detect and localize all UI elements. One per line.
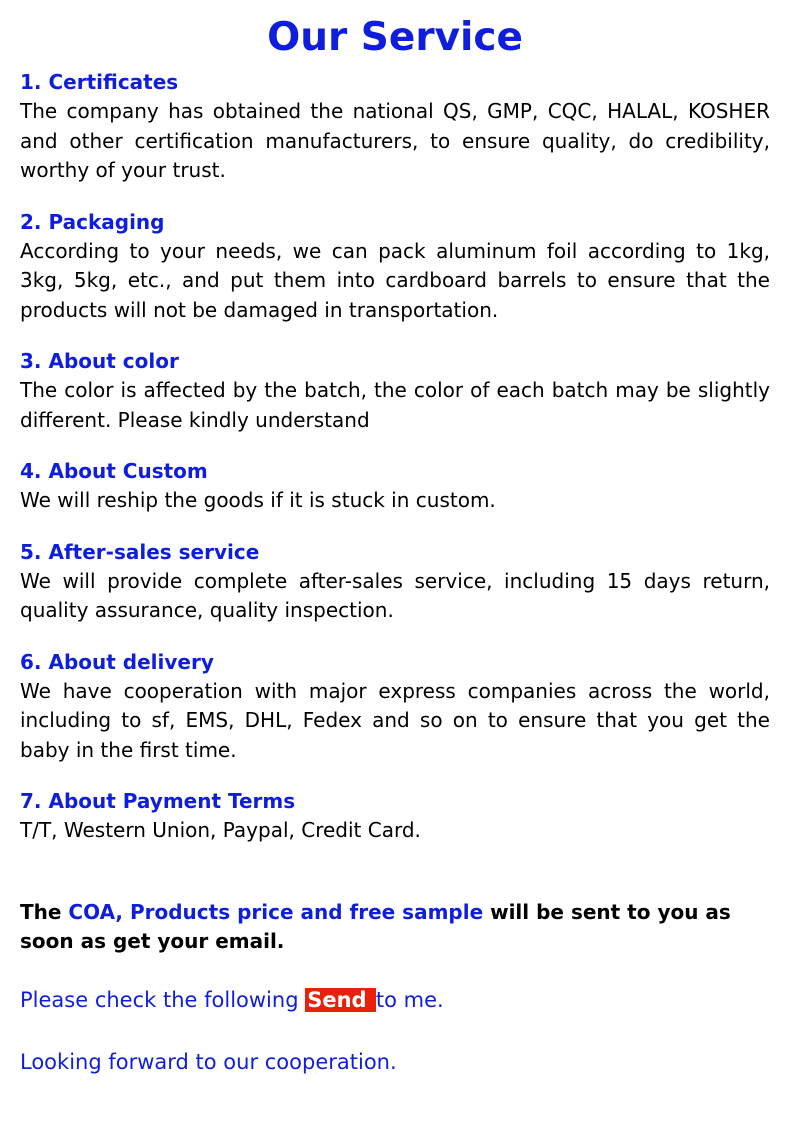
section-after-sales xyxy=(20,538,770,626)
send-button[interactable]: Send xyxy=(307,987,374,1012)
section-body: We have cooperation with major express companies across the world, including to sf, EMS, DHL, Fedex and so on to ensure that you get the baby in the first time. xyxy=(20,678,770,762)
section-packaging xyxy=(20,208,770,326)
check-prefix: Please check the following xyxy=(20,987,306,1012)
section-body: We will provide complete after-sales service, including 15 days return, quality assurance, quality inspection. xyxy=(20,568,770,622)
section-heading: 5. After-sales service xyxy=(20,539,260,564)
check-line xyxy=(20,985,770,1015)
section-heading: 1. Certificates xyxy=(20,70,179,94)
section-body: The company has obtained the national QS, GMP, CQC, HALAL, KOSHER and other certification manufacturers, to ensure quality, do credibility, worthy of your trust. xyxy=(20,99,770,182)
check-suffix: to me. xyxy=(375,987,444,1012)
section-body: The color is affected by the batch, the color of each batch may be slightly different. Please kindly understand xyxy=(20,378,770,432)
section-heading: 6. About delivery xyxy=(20,649,214,674)
section-heading: 7. About Payment Terms xyxy=(20,789,296,813)
coa-notice xyxy=(20,898,770,957)
closing-line: Looking forward to our cooperation. xyxy=(20,1049,397,1074)
section-heading: 3. About color xyxy=(20,349,179,373)
section-about-color xyxy=(20,347,770,435)
section-body: We will reship the goods if it is stuck in custom. xyxy=(20,488,496,512)
coa-prefix: The xyxy=(20,899,69,924)
coa-highlight: COA, Products price and free sample xyxy=(68,899,484,924)
section-certificates xyxy=(20,68,770,186)
coa-suffix: will be sent to you as soon as get your email. xyxy=(20,899,731,953)
section-about-custom xyxy=(20,457,770,516)
section-heading: 2. Packaging xyxy=(20,209,165,234)
section-body: According to your needs, we can pack aluminum foil according to 1kg, 3kg, 5kg, etc., and put them into cardboard barrels to ensure that the products will not be damaged in transportation. xyxy=(20,238,770,322)
spacer xyxy=(20,868,770,898)
page-title: Our Service xyxy=(267,15,523,60)
section-heading: 4. About Custom xyxy=(20,459,208,483)
section-payment-terms xyxy=(20,787,770,846)
section-body: T/T, Western Union, Paypal, Credit Card. xyxy=(20,818,421,842)
section-about-delivery xyxy=(20,648,770,766)
